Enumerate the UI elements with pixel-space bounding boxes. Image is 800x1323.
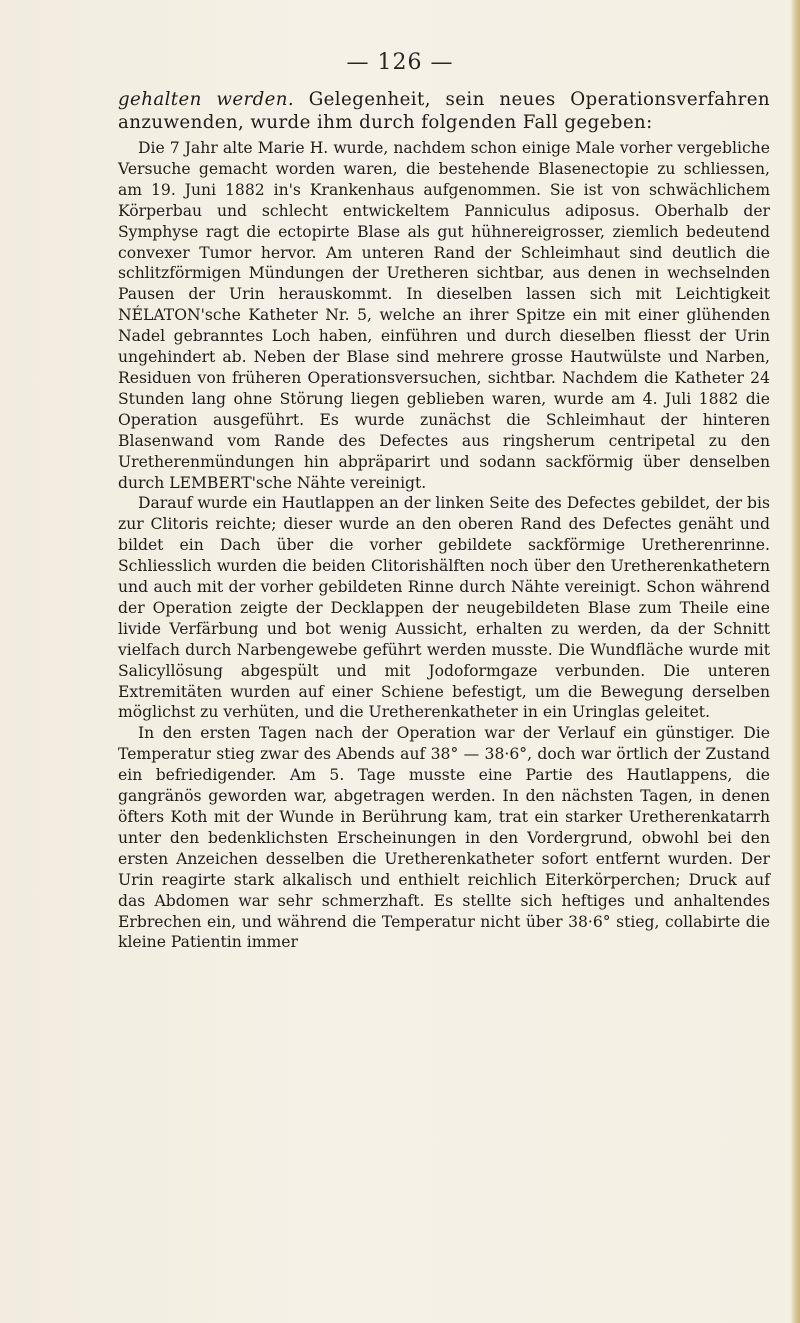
lead-rest: Gelegenheit, sein neues Operationsverfahren anzuwenden, wurde ihm durch folgenden Fall gegeben: bbox=[118, 89, 771, 133]
paragraph-case-history: Die 7 Jahr alte Marie H. wurde, nachdem schon einige Male vorher vergebliche Versuche gemacht worden waren, die bestehende Blasenectopie zu schliessen, am 19. Juni 1882 in's Krankenhaus aufgenommen. Sie ist von schwächlichem Körperbau und schlecht entwickeltem Panniculus adiposus. Oberhalb der Symphyse ragt die ectopirte Blase als gut hühnereigrosser, ziemlich bedeutend convexer Tumor hervor. Am unteren Rand der Schleimhaut sind deutlich die schlitzförmigen Mündungen der Uretheren sichtbar, aus denen in wechselnden Pausen der Urin herauskommt. In dieselben lassen sich mit Leichtigkeit NÉLATON'sche Katheter Nr. 5, welche an ihrer Spitze ein mit einer glühenden Nadel gebranntes Loch haben, einführen und durch dieselben fliesst der Urin ungehindert ab. Neben der Blase sind mehrere grosse Hautwülste und Narben, Residuen von früheren Operationsversuchen, sichtbar. Nachdem die Katheter 24 Stunden lang ohne Störung liegen geblieben waren, wurde am 4. Juli 1882 die Operation ausgeführt. Es wurde zunächst die Schleimhaut der hinteren Blasenwand vom Rande des Defectes aus ringsherum centripetal zu den Uretherenmündungen hin abpräparirt und sodann sackförmig über denselben durch LEMBERT'sche Nähte vereinigt. bbox=[118, 139, 770, 492]
lead-italic: gehalten werden. bbox=[118, 89, 295, 110]
lead-sentence bbox=[118, 88, 770, 134]
page-edge bbox=[790, 0, 800, 1323]
body-text bbox=[118, 88, 770, 953]
paragraph-postoperative: In den ersten Tagen nach der Operation war der Verlauf ein günstiger. Die Temperatur stieg zwar des Abends auf 38° — 38·6°, doch war örtlich der Zustand ein befriedigender. Am 5. Tage musste eine Partie des Hautlappens, die gangränös geworden war, abgetragen werden. In den nächsten Tagen, in denen öfters Koth mit der Wunde in Berührung kam, trat ein starker Uretherenkatarrh unter den bedenklichsten Erscheinungen in den Vordergrund, obwohl bei den ersten Anzeichen desselben die Uretherenkatheter sofort entfernt wurden. Der Urin reagirte stark alkalisch und enthielt reichlich Eiterkörperchen; Druck auf das Abdomen war sehr schmerzhaft. Es stellte sich heftiges und anhaltendes Erbrechen ein, und während die Temperatur nicht über 38·6° stieg, collabirte die kleine Patientin immer bbox=[118, 724, 770, 952]
paragraph-operation: Darauf wurde ein Hautlappen an der linken Seite des Defectes gebildet, der bis zur Clitoris reichte; dieser wurde an den oberen Rand des Defectes genäht und bildet ein Dach über die vorher gebildete sackförmige Uretherenrinne. Schliesslich wurden die beiden Clitorishälften noch über den Uretherenkathetern und auch mit der vorher gebildeten Rinne durch Nähte vereinigt. Schon während der Operation zeigte der Decklappen der neugebildeten Blase zum Theile eine livide Verfärbung und bot wenig Aussicht, erhalten zu werden, da der Schnitt vielfach durch Narbengewebe geführt werden musste. Die Wundfläche wurde mit Salicyllösung abgespült und mit Jodoformgaze verbunden. Die unteren Extremitäten wurden auf einer Schiene befestigt, um die Bewegung derselben möglichst zu verhüten, und die Uretherenkatheter in ein Uringlas geleitet. bbox=[118, 494, 770, 722]
page-number: — 126 — bbox=[346, 50, 454, 75]
